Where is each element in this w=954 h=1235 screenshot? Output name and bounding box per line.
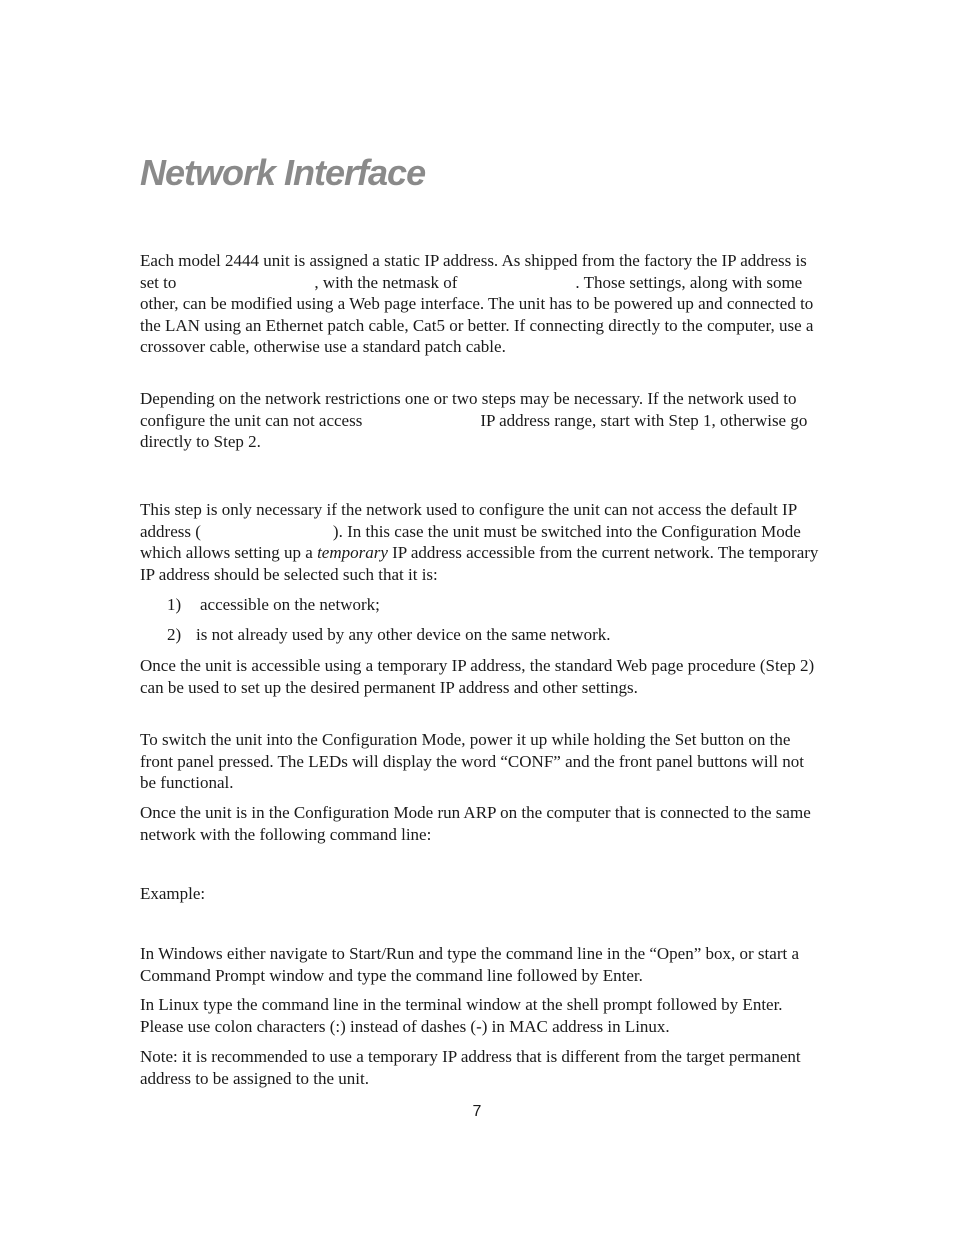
list-item-number: 1) [167,595,182,614]
config-mode-paragraph: To switch the unit into the Configuration Mode, power it up while holding the Set button on the front panel pressed. The LEDs will display the word “CONF” and the front panel buttons will not be functional. [140,730,804,792]
intro-paragraph [140,250,820,358]
intro-text-a: Each model 2444 unit is assigned a static IP address. As shipped from the factory the IP address is set to [140,251,807,292]
step1-paragraph [140,499,820,585]
temp-ip-paragraph: Once the unit is accessible using a temporary IP address, the standard Web page procedure (Step 2) can be used to set up the desired permanent IP address and other settings. [140,656,815,697]
page-title: Network Interface [140,152,426,193]
note-paragraph: Note: it is recommended to use a temporary IP address that is different from the target permanent address to be assigned to the unit. [140,1047,801,1088]
list-item-text: is not already used by any other device on the same network. [196,625,611,644]
steps-text-b: IP address range, start with Step 1, otherwise go directly to Step 2. [140,410,808,451]
list-item [167,624,610,646]
list-item-text: accessible on the network; [200,595,380,614]
temporary-emphasis: temporary [317,543,388,562]
windows-paragraph: In Windows either navigate to Start/Run and type the command line in the “Open” box, or start a Command Prompt window and type the command line followed by Enter. [140,944,799,985]
intro-text-b: , with the netmask of [314,272,458,292]
steps-text-a: Depending on the network restrictions one or two steps may be necessary. If the network used to configure the unit can not access [140,389,797,430]
list-item-number: 2) [167,625,182,644]
example-label: Example: [140,884,206,903]
steps-paragraph [140,388,820,453]
list-item [167,594,380,616]
step1-text-b: ). In this case the unit must be switched into the Configuration Mode which allows setting up a [140,521,801,562]
page-number: 7 [472,1103,482,1120]
arp-paragraph: Once the unit is in the Configuration Mode run ARP on the computer that is connected to the same network with the following command line: [140,803,811,844]
step1-text-c: IP address accessible from the current network. The temporary IP address should be selected such that it is: [140,543,819,584]
linux-paragraph: In Linux type the command line in the terminal window at the shell prompt followed by Enter. Please use colon characters (:) instead of dashes (-) in MAC address in Linux. [140,995,783,1036]
intro-text-c: . Those settings, along with some other, can be modified using a Web page interface. The unit has to be powered up and connected to the LAN using an Ethernet patch cable, Cat5 or better. If connecting directly to the computer, use a crossover cable, otherwise use a standard patch cable. [140,272,814,356]
step1-text-a: This step is only necessary if the network used to configure the unit can not access the default IP address ( [140,500,797,541]
